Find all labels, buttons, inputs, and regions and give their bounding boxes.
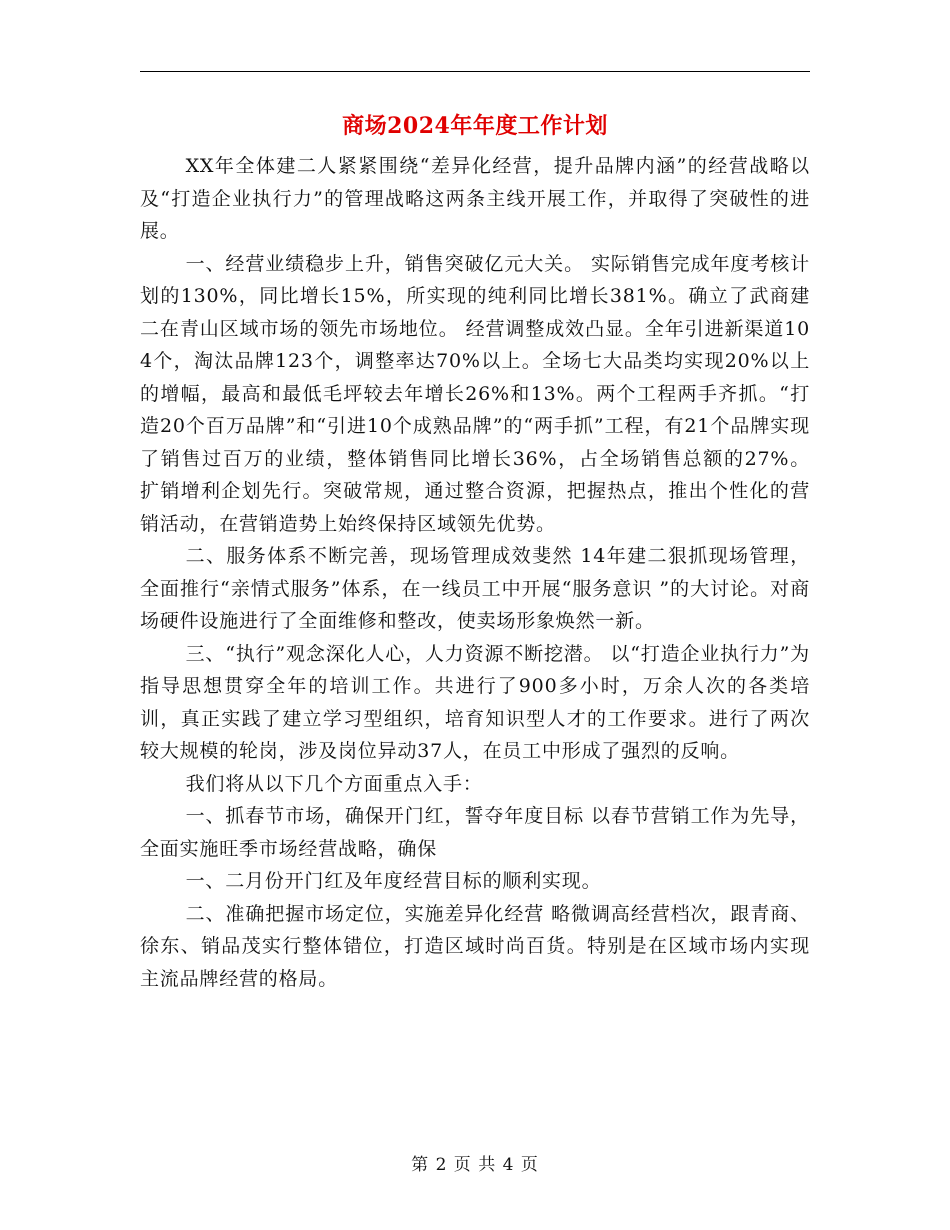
- page-number: 第 2 页 共 4 页: [411, 1155, 539, 1175]
- paragraph-execution: 三、“执行”观念深化人心，人力资源不断挖潜。 以“打造企业执行力”为指导思想贯穿全年的培训工作。共进行了900多小时，万余人次的各类培训，真正实践了建立学习型组织，培育知识型人才的工作要求。进行了两次较大规模的轮岗，涉及岗位异动37人，在员工中形成了强烈的反响。: [140, 642, 810, 762]
- paragraph-service-system: 二、服务体系不断完善，现场管理成效斐然 14年建二狠抓现场管理，全面推行“亲情式服务”体系，在一线员工中开展“服务意识 ”的大讨论。对商场硬件设施进行了全面维修和整改，使卖场形象焕然一新。: [140, 545, 810, 632]
- document-body: [140, 150, 810, 995]
- header-rule: [140, 71, 810, 72]
- paragraph-plan-positioning: 二、准确把握市场定位，实施差异化经营 略微调高经营档次，跟青商、徐东、销品茂实行整体错位，打造区域时尚百货。特别是在区域市场内实现主流品牌经营的格局。: [140, 902, 810, 990]
- paragraph-business-performance: 一、经营业绩稳步上升，销售突破亿元大关。 实际销售完成年度考核计划的130%，同比增长15%，所实现的纯利同比增长381%。确立了武商建二在青山区域市场的领先市场地位。 经营调整成效凸显。全年引进新渠道104个，淘汰品牌123个，调整率达70%以上。全场七大品类均实现20%以上的增幅，最高和最低毛坪较去年增长26%和13%。两个工程两手齐抓。“打造20个百万品牌”和“引进10个成熟品牌”的“两手抓”工程，有21个品牌实现了销售过百万的业绩，整体销售同比增长36%，占全场销售总额的27%。 扩销增利企划先行。突破常规，通过整合资源，把握热点，推出个性化的营销活动，在营销造势上始终保持区域领先优势。: [140, 252, 810, 535]
- document-title: 商场2024年年度工作计划: [342, 113, 608, 139]
- paragraph-intro: XX年全体建二人紧紧围绕“差异化经营，提升品牌内涵”的经营战略以及“打造企业执行力”的管理战略这两条主线开展工作，并取得了突破性的进展。: [140, 155, 810, 242]
- paragraph-plan-intro: 我们将从以下几个方面重点入手：: [185, 772, 483, 795]
- paragraph-plan-opening-target: 一、二月份开门红及年度经营目标的顺利实现。: [185, 870, 602, 892]
- paragraph-plan-spring-festival: 一、抓春节市场，确保开门红，誓夺年度目标 以春节营销工作为先导，全面实施旺季市场经营战略，确保: [140, 805, 810, 860]
